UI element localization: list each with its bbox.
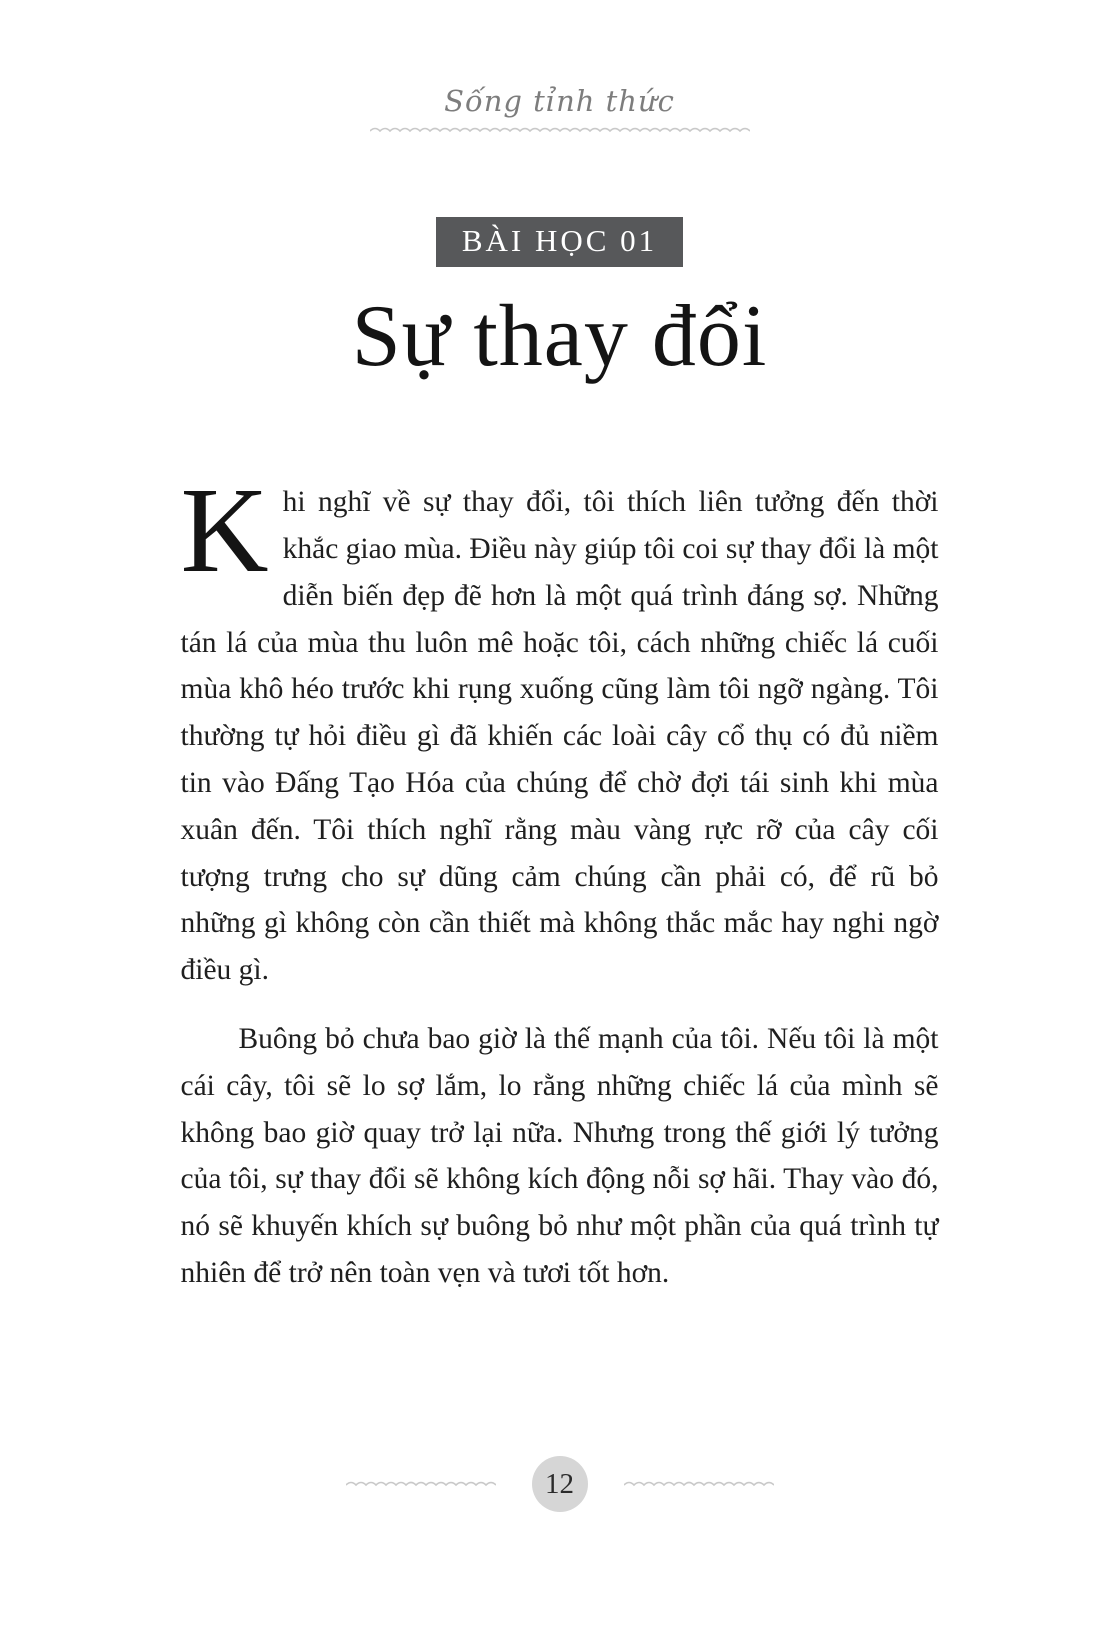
paragraph-2: Buông bỏ chưa bao giờ là thế mạnh của tôi. Nếu tôi là một cái cây, tôi sẽ lo sợ lắm, lo rằng những chiếc lá của mình sẽ không bao giờ quay trở lại nữa. Nhưng trong thế giới lý tưởng của tôi, sự thay đổi sẽ không kích động nỗi sợ hãi. Thay vào đó, nó sẽ khuyến khích sự buông bỏ như một phần của quá trình tự nhiên để trở nên toàn vẹn và tươi tốt hơn.: [180, 1023, 939, 1290]
book-title: Sống tỉnh thức: [444, 84, 675, 118]
page-number: 12: [532, 1456, 588, 1512]
paragraph-1: [180, 463, 939, 994]
footer-wave-left-icon: [346, 1479, 496, 1489]
header-divider: [0, 125, 1119, 135]
page-footer: [0, 1456, 1119, 1512]
chapter-title: Sự thay đổi: [351, 287, 768, 385]
paragraph-1-text: hi nghĩ về sự thay đổi, tôi thích liên tưởng đến thời khắc giao mùa. Điều này giúp tôi coi sự thay đổi là một diễn biến đẹp đẽ hơn là một quá trình đáng sợ. Những tán lá của mùa thu luôn mê hoặc tôi, cách những chiếc lá cuối mùa khô héo trước khi rụng xuống cũng làm tôi ngỡ ngàng. Tôi thường tự hỏi điều gì đã khiến các loài cây cổ thụ có đủ niềm tin vào Đấng Tạo Hóa của chúng để chờ đợi tái sinh khi mùa xuân đến. Tôi thích nghĩ rằng màu vàng rực rỡ của cây cối tượng trưng cho sự dũng cảm chúng cần phải có, để rũ bỏ những gì không còn cần thiết mà không thắc mắc hay nghi ngờ điều gì.: [180, 486, 939, 987]
drop-cap: K: [180, 463, 269, 599]
lesson-badge: BÀI HỌC 01: [436, 217, 683, 267]
running-header: [0, 0, 1119, 135]
body-text: [180, 463, 939, 1297]
wave-divider-icon: [370, 125, 750, 135]
footer-wave-right-icon: [624, 1479, 774, 1489]
